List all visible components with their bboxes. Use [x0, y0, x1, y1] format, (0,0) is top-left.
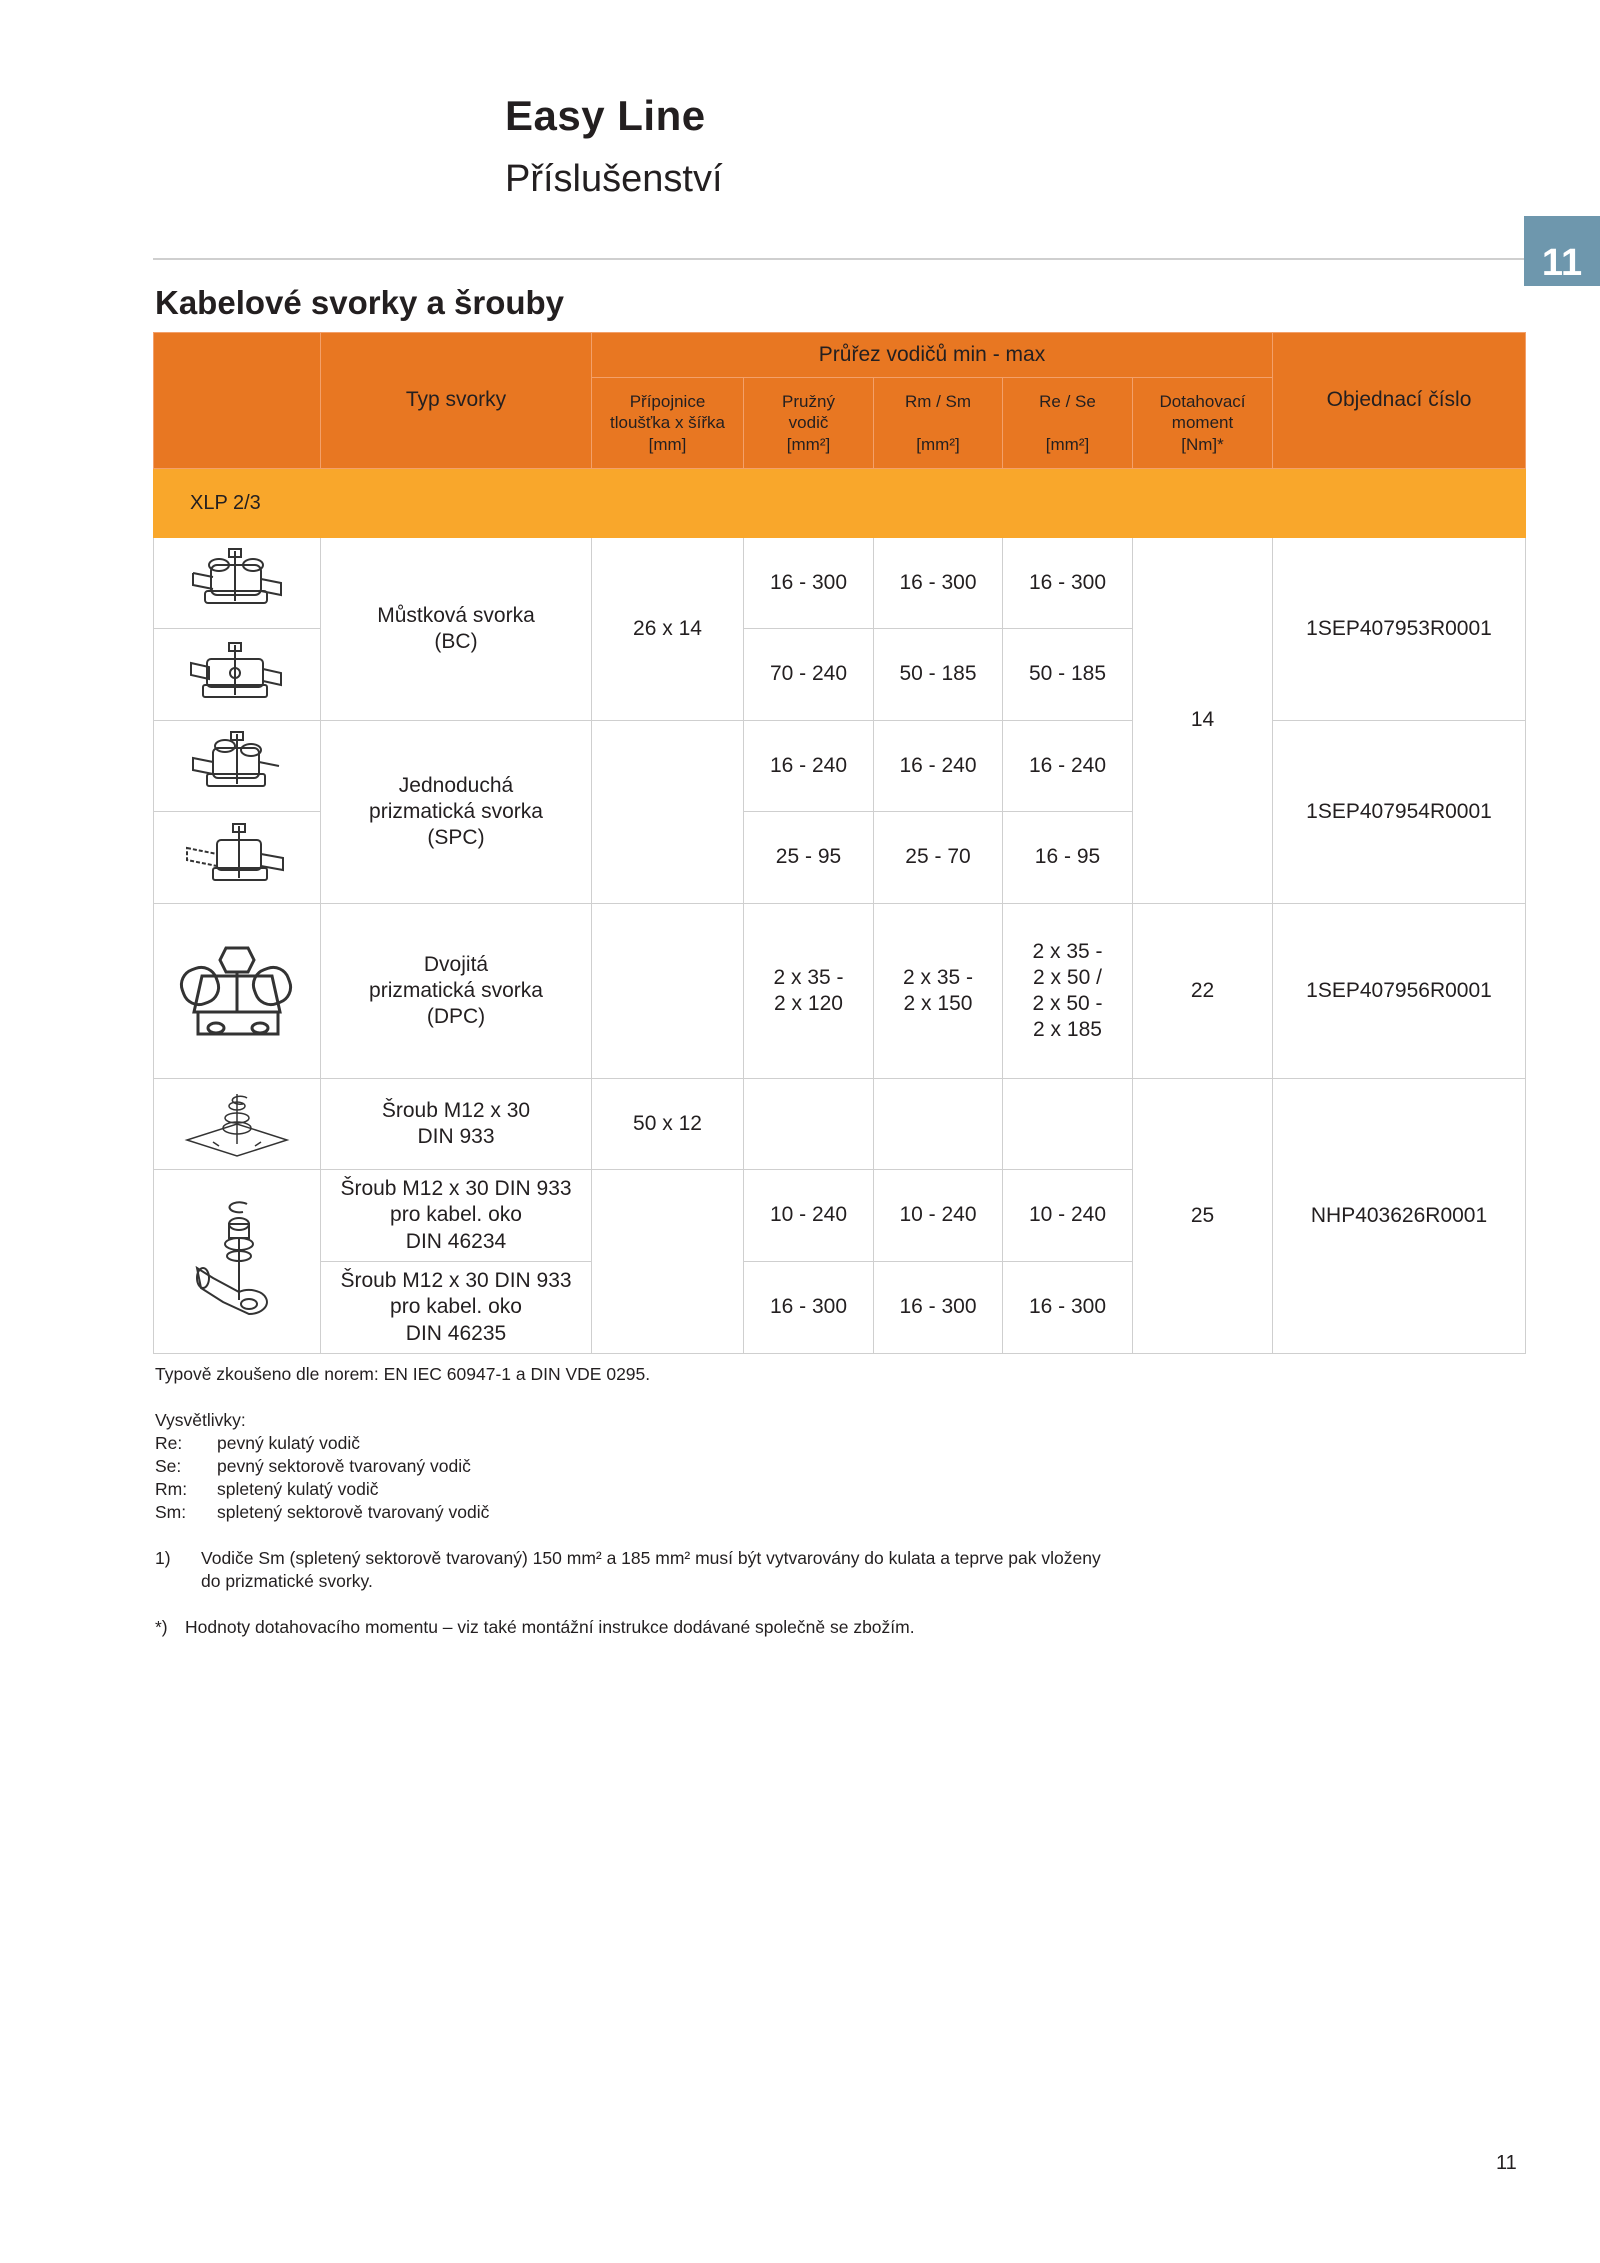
dpc-re-se: 2 x 35 - 2 x 50 / 2 x 50 - 2 x 185	[1003, 904, 1133, 1079]
header-type: Typ svorky	[321, 333, 592, 469]
bc-image-2	[154, 629, 321, 721]
single-prism-clamp-icon	[177, 726, 297, 806]
chapter-tab-label: 11	[1541, 242, 1583, 284]
dpc-order: 1SEP407956R0001	[1273, 904, 1526, 1079]
legend-item: Sm: spletený sektorově tvarovaný vodič	[155, 1502, 490, 1522]
header-order: Objednací číslo	[1273, 333, 1526, 469]
bc-busbar: 26 x 14	[592, 538, 744, 721]
bolt3-rm-sm: 16 - 300	[874, 1262, 1003, 1354]
bolt2-rm-sm: 10 - 240	[874, 1170, 1003, 1262]
bolts-order: NHP403626R0001	[1273, 1079, 1526, 1354]
note-1: 1) Vodiče Sm (spletený sektorově tvarovaný) 150 mm² a 185 mm² musí být vytvarovány do kulata a teprve pak vloženy do prizmatické svorky.	[155, 1548, 1101, 1591]
bolts-torque: 25	[1133, 1079, 1273, 1354]
legend-title: Vysvětlivky:	[155, 1410, 246, 1430]
spc-order: 1SEP407954R0001	[1273, 721, 1526, 904]
legend-item: Rm: spletený kulatý vodič	[155, 1479, 379, 1499]
bc-order: 1SEP407953R0001	[1273, 538, 1526, 721]
spacer	[155, 1524, 1455, 1547]
bc-name: Můstková svorka (BC)	[321, 538, 592, 721]
section-title: Kabelové svorky a šrouby	[155, 284, 565, 321]
table-row	[154, 1079, 1526, 1170]
header-rm-sm: Rm / Sm [mm²]	[874, 378, 1003, 469]
spc-flexible-1: 16 - 240	[744, 721, 874, 812]
single-prism-clamp-open-icon	[177, 818, 297, 898]
header-torque: Dotahovací moment [Nm]*	[1133, 378, 1273, 469]
bc-rm-sm-1: 16 - 300	[874, 538, 1003, 629]
header-divider	[153, 258, 1527, 260]
footnotes	[155, 1363, 1455, 1639]
dpc-torque: 22	[1133, 904, 1273, 1079]
bc-re-se-2: 50 - 185	[1003, 629, 1133, 721]
bolt3-name: Šroub M12 x 30 DIN 933 pro kabel. oko DIN 46235	[321, 1262, 592, 1354]
bolt3-flexible: 16 - 300	[744, 1262, 874, 1354]
page-title: Easy Line	[505, 92, 706, 139]
spc-rm-sm-1: 16 - 240	[874, 721, 1003, 812]
bolt-image-1	[154, 1079, 321, 1170]
double-prism-clamp-icon	[162, 916, 312, 1066]
bolt1-rm-sm	[874, 1079, 1003, 1170]
bolt2-flexible: 10 - 240	[744, 1170, 874, 1262]
header-busbar: Přípojnice tloušťka x šířka [mm]	[592, 378, 744, 469]
dpc-flexible: 2 x 35 - 2 x 120	[744, 904, 874, 1079]
spc-busbar	[592, 721, 744, 904]
dpc-image	[154, 904, 321, 1079]
header-image-cell	[154, 333, 321, 469]
bolt2-re-se: 10 - 240	[1003, 1170, 1133, 1262]
bc-flexible-2: 70 - 240	[744, 629, 874, 721]
chapter-tab	[1524, 216, 1600, 286]
bolt1-flexible	[744, 1079, 874, 1170]
bolt1-busbar: 50 x 12	[592, 1079, 744, 1170]
spc-image-1	[154, 721, 321, 812]
header-re-se: Re / Se [mm²]	[1003, 378, 1133, 469]
bolt2-name: Šroub M12 x 30 DIN 933 pro kabel. oko DIN 46234	[321, 1170, 592, 1262]
group-row	[154, 469, 1526, 538]
bolt-icon	[177, 1084, 297, 1164]
spacer	[155, 1593, 1455, 1616]
bridge-clamp-open-icon	[177, 635, 297, 715]
spc-re-se-2: 16 - 95	[1003, 812, 1133, 904]
bolt3-re-se: 16 - 300	[1003, 1262, 1133, 1354]
dpc-name: Dvojitá prizmatická svorka (DPC)	[321, 904, 592, 1079]
table-row	[154, 721, 1526, 812]
bc-re-se-1: 16 - 300	[1003, 538, 1133, 629]
bolt-cable-lug-icon	[177, 1182, 297, 1342]
bc-flexible-1: 16 - 300	[744, 538, 874, 629]
legend-item: Se: pevný sektorově tvarovaný vodič	[155, 1456, 471, 1476]
bolt1-name: Šroub M12 x 30 DIN 933	[321, 1079, 592, 1170]
spec-table	[153, 332, 1526, 1354]
dpc-busbar	[592, 904, 744, 1079]
spc-re-se-1: 16 - 240	[1003, 721, 1133, 812]
bolt1-re-se	[1003, 1079, 1133, 1170]
bolt-lug-image	[154, 1170, 321, 1354]
group-label: XLP 2/3	[154, 469, 1526, 538]
page-subtitle: Příslušenství	[505, 158, 723, 200]
bolt23-busbar	[592, 1170, 744, 1354]
spc-flexible-2: 25 - 95	[744, 812, 874, 904]
torque-14: 14	[1133, 538, 1273, 904]
header-group: Průřez vodičů min - max	[592, 333, 1273, 378]
spc-rm-sm-2: 25 - 70	[874, 812, 1003, 904]
tested-note: Typově zkoušeno dle norem: EN IEC 60947-1 a DIN VDE 0295.	[155, 1364, 651, 1384]
table-row	[154, 538, 1526, 629]
legend-item: Re: pevný kulatý vodič	[155, 1433, 360, 1453]
table-row	[154, 904, 1526, 1079]
header-flexible: Pružný vodič [mm²]	[744, 378, 874, 469]
spacer	[155, 1386, 1455, 1409]
page-number: 11	[1496, 2152, 1517, 2174]
spc-image-2	[154, 812, 321, 904]
dpc-rm-sm: 2 x 35 - 2 x 150	[874, 904, 1003, 1079]
spc-name: Jednoduchá prizmatická svorka (SPC)	[321, 721, 592, 904]
bc-rm-sm-2: 50 - 185	[874, 629, 1003, 721]
bridge-clamp-icon	[177, 543, 297, 623]
note-star: *) Hodnoty dotahovacího momentu – viz také montážní instrukce dodávané společně se zbožím.	[155, 1617, 915, 1637]
header-row-1	[154, 333, 1526, 378]
bc-image-1	[154, 538, 321, 629]
